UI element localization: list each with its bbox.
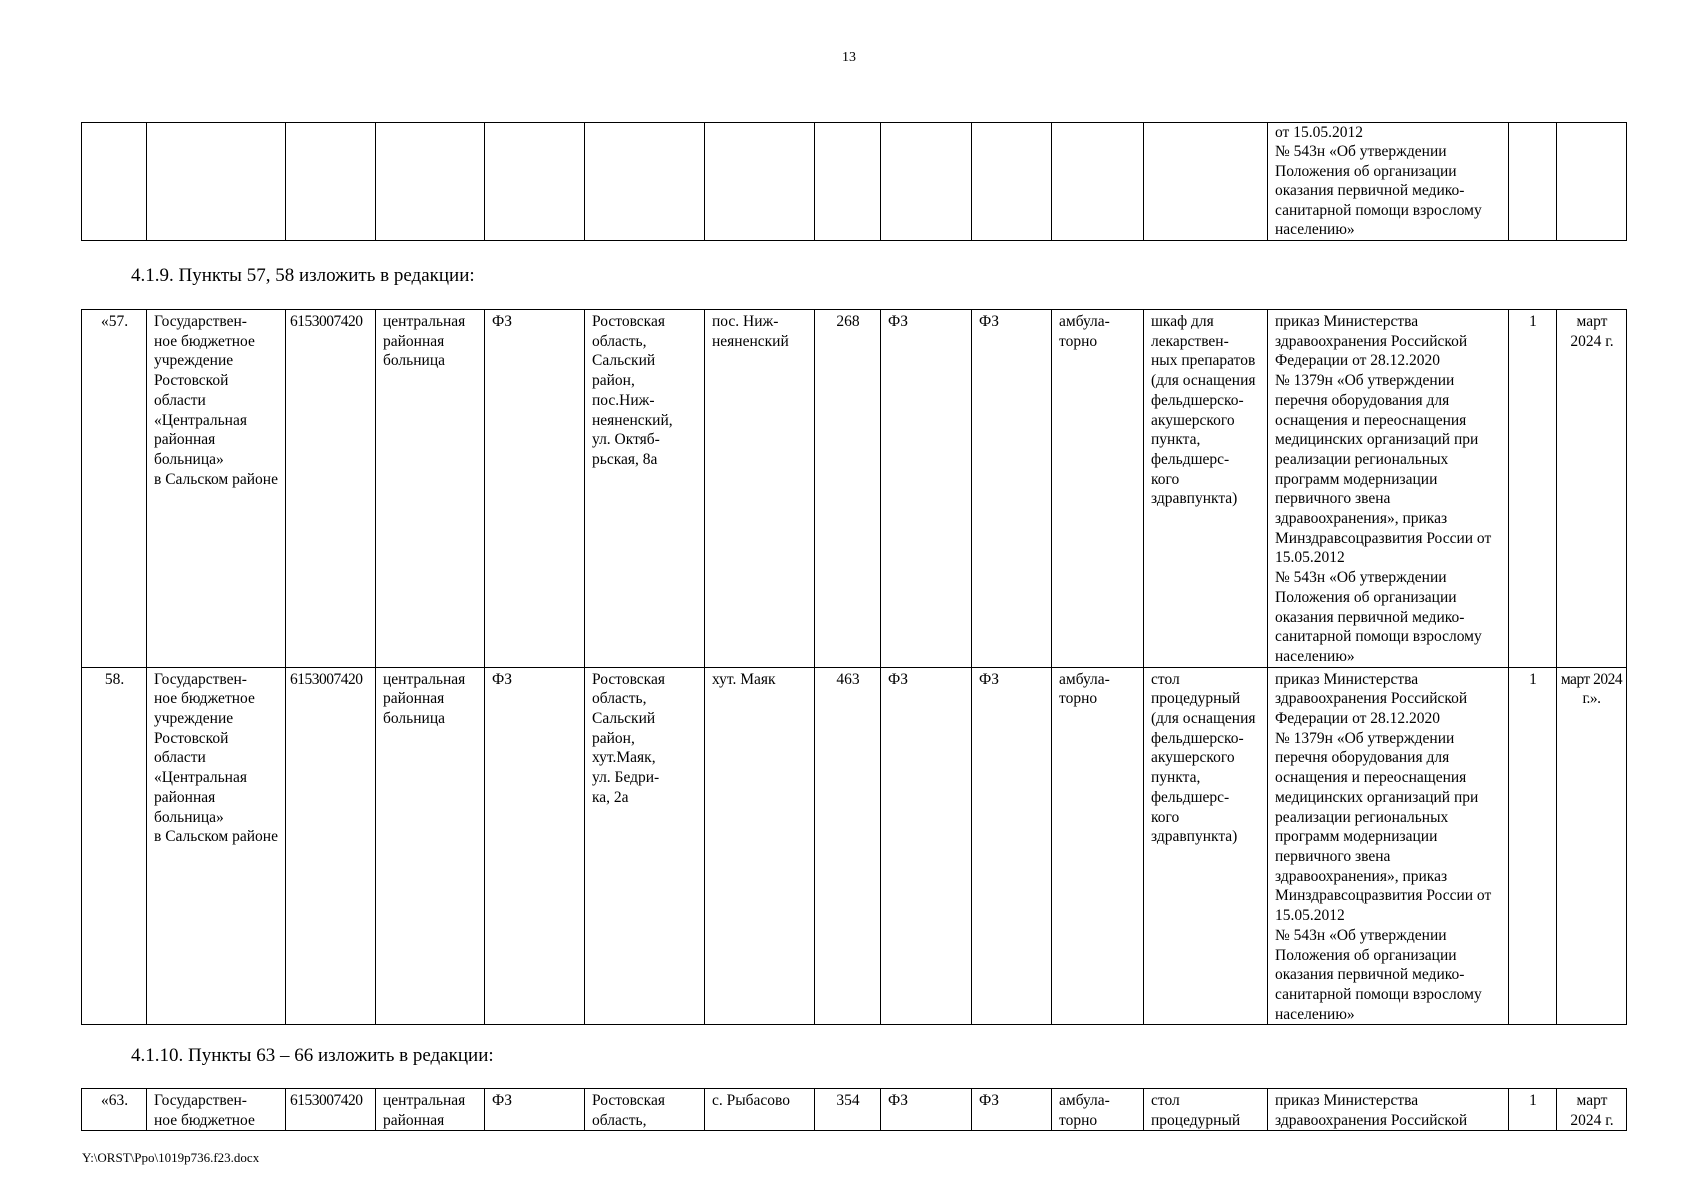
row-number: «63.	[82, 1089, 147, 1131]
file-path-footer: Y:\ORST\Ppo\1019p736.f23.docx	[82, 1150, 260, 1165]
population: 354	[815, 1089, 881, 1131]
table-cell	[1557, 123, 1627, 241]
inn: 6153007420	[286, 1089, 376, 1131]
organization-type: центральная районная больница	[376, 310, 485, 668]
address: Ростовская область,	[585, 1089, 705, 1131]
organization-name: Государствен- ное бюджетное учреждение Ростовской области «Центральная районная больница» в Сальском районе	[147, 310, 286, 668]
table-cell	[286, 123, 376, 241]
organization-name: Государствен- ное бюджетное учреждение Ростовской области «Центральная районная больница» в Сальском районе	[147, 667, 286, 1025]
population: 463	[815, 667, 881, 1025]
organization-type: центральная районная больница	[376, 667, 485, 1025]
inn: 6153007420	[286, 310, 376, 668]
equipment: стол процедурный (для оснащения фельдшерско-акушерского пункта, фельдшерс- кого здравпункта)	[1144, 667, 1268, 1025]
section-heading-2: 4.1.10. Пункты 63 – 66 изложить в редакции:	[131, 1045, 494, 1066]
table-cell	[881, 123, 972, 241]
legal-basis: приказ Министерства здравоохранения Российской	[1268, 1089, 1509, 1131]
table-cell	[147, 123, 286, 241]
population: 268	[815, 310, 881, 668]
legal-basis: приказ Министерства здравоохранения Российской Федерации от 28.12.2020 № 1379н «Об утверждении перечня оборудования для оснащения и переоснащения медицинских организаций при реализации региональных программ модернизации первичного звена здравоохранения», приказ Минздравсоцразвития России от 15.05.2012 № 543н «Об утверждении Положения об организации оказания первичной медико-санитарной помощи взрослому населению»	[1268, 667, 1509, 1025]
fz-cell: ФЗ	[972, 1089, 1052, 1131]
fz-cell: ФЗ	[485, 310, 585, 668]
items-table-63	[81, 1088, 1627, 1131]
quantity: 1	[1509, 310, 1557, 668]
basis-cell: от 15.05.2012 № 543н «Об утверждении Положения об организации оказания первичной медико-санитарной помощи взрослому населению»	[1268, 123, 1509, 241]
section-heading-1: 4.1.9. Пункты 57, 58 изложить в редакции:	[131, 265, 475, 286]
care-mode: амбула- торно	[1052, 667, 1144, 1025]
care-mode: амбула- торно	[1052, 1089, 1144, 1131]
fz-cell: ФЗ	[881, 1089, 972, 1131]
table-cell	[585, 123, 705, 241]
settlement: хут. Маяк	[705, 667, 815, 1025]
page-number: 13	[842, 50, 856, 65]
table-row	[82, 1089, 1627, 1131]
organization-type: центральная районная	[376, 1089, 485, 1131]
table-cell	[1509, 123, 1557, 241]
table-cell	[815, 123, 881, 241]
table-cell	[1144, 123, 1268, 241]
table-cell	[705, 123, 815, 241]
organization-name: Государствен- ное бюджетное	[147, 1089, 286, 1131]
table-row	[82, 123, 1627, 241]
fz-cell: ФЗ	[972, 667, 1052, 1025]
equipment: шкаф для лекарствен- ных препаратов (для оснащения фельдшерско-акушерского пункта, фельдшерс- кого здравпункта)	[1144, 310, 1268, 668]
table-row	[82, 310, 1627, 668]
row-number: «57.	[82, 310, 147, 668]
address: Ростовская область, Сальский район, хут.Маяк, ул. Бедри- ка, 2а	[585, 667, 705, 1025]
deadline: март 2024 г.	[1557, 1089, 1627, 1131]
deadline: март 2024 г.».	[1557, 667, 1627, 1025]
address: Ростовская область, Сальский район, пос.Ниж- неяненский, ул. Октяб- рьская, 8а	[585, 310, 705, 668]
items-table-57-58	[81, 309, 1627, 1025]
row-number: 58.	[82, 667, 147, 1025]
settlement: пос. Ниж- неяненский	[705, 310, 815, 668]
continuation-table	[81, 122, 1627, 241]
table-cell	[82, 123, 147, 241]
fz-cell: ФЗ	[881, 310, 972, 668]
equipment: стол процедурный	[1144, 1089, 1268, 1131]
care-mode: амбула- торно	[1052, 310, 1144, 668]
table-row	[82, 667, 1627, 1025]
table-cell	[972, 123, 1052, 241]
fz-cell: ФЗ	[485, 1089, 585, 1131]
fz-cell: ФЗ	[972, 310, 1052, 668]
quantity: 1	[1509, 667, 1557, 1025]
table-cell	[376, 123, 485, 241]
quantity: 1	[1509, 1089, 1557, 1131]
table-cell	[485, 123, 585, 241]
fz-cell: ФЗ	[881, 667, 972, 1025]
fz-cell: ФЗ	[485, 667, 585, 1025]
inn: 6153007420	[286, 667, 376, 1025]
table-cell	[1052, 123, 1144, 241]
settlement: с. Рыбасово	[705, 1089, 815, 1131]
deadline: март 2024 г.	[1557, 310, 1627, 668]
legal-basis: приказ Министерства здравоохранения Российской Федерации от 28.12.2020 № 1379н «Об утверждении перечня оборудования для оснащения и переоснащения медицинских организаций при реализации региональных программ модернизации первичного звена здравоохранения», приказ Минздравсоцразвития России от 15.05.2012 № 543н «Об утверждении Положения об организации оказания первичной медико-санитарной помощи взрослому населению»	[1268, 310, 1509, 668]
